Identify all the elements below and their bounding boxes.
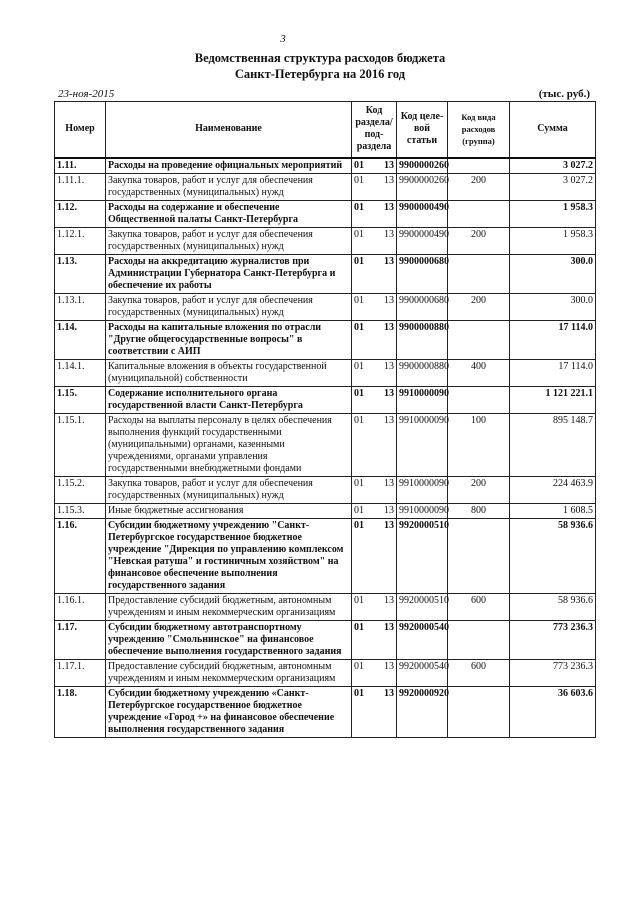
row-name: Содержание исполнительного органа государственной власти Санкт-Петербурга bbox=[106, 386, 352, 413]
row-article-code: 9910000090 bbox=[397, 386, 448, 413]
subsection-code: 13 bbox=[384, 360, 394, 372]
row-article-code: 9910000090 bbox=[397, 413, 448, 476]
row-name: Расходы на проведение официальных мероприятий bbox=[106, 158, 352, 174]
row-section-code bbox=[352, 659, 397, 686]
row-sum: 17 114.0 bbox=[510, 320, 596, 359]
row-number: 1.15.2. bbox=[55, 476, 106, 503]
table-row bbox=[55, 620, 596, 659]
row-number: 1.15. bbox=[55, 386, 106, 413]
row-expense-type bbox=[448, 254, 510, 293]
row-number: 1.15.1. bbox=[55, 413, 106, 476]
row-section-code bbox=[352, 227, 397, 254]
row-article-code: 9900000880 bbox=[397, 320, 448, 359]
row-sum: 36 603.6 bbox=[510, 686, 596, 737]
header-number: Номер bbox=[55, 102, 106, 158]
row-article-code: 9900000260 bbox=[397, 158, 448, 174]
row-expense-type bbox=[448, 620, 510, 659]
title-line-2: Санкт-Петербурга на 2016 год bbox=[234, 67, 406, 81]
row-expense-type bbox=[448, 386, 510, 413]
row-name: Предоставление субсидий бюджетным, автономным учреждениям и иным некоммерческим организациям bbox=[106, 659, 352, 686]
row-expense-type bbox=[448, 518, 510, 593]
row-section-code bbox=[352, 158, 397, 174]
row-section-code bbox=[352, 620, 397, 659]
row-sum: 3 027.2 bbox=[510, 158, 596, 174]
row-name: Расходы на аккредитацию журналистов при Администрации Губернатора Санкт-Петербурга и обеспечение их работы bbox=[106, 254, 352, 293]
section-code: 01 bbox=[354, 414, 364, 426]
table-row bbox=[55, 158, 596, 174]
row-expense-type: 200 bbox=[448, 476, 510, 503]
row-number: 1.12.1. bbox=[55, 227, 106, 254]
row-article-code: 9920000540 bbox=[397, 620, 448, 659]
section-code: 01 bbox=[354, 621, 364, 633]
row-name: Закупка товаров, работ и услуг для обеспечения государственных (муниципальных) нужд bbox=[106, 293, 352, 320]
subsection-code: 13 bbox=[384, 321, 394, 333]
row-section-code bbox=[352, 254, 397, 293]
row-article-code: 9900000490 bbox=[397, 227, 448, 254]
table-row bbox=[55, 254, 596, 293]
subsection-code: 13 bbox=[384, 477, 394, 489]
row-name: Субсидии бюджетному учреждению "Санкт-Петербургское государственное бюджетное учреждение "Дирекция по управлению комплексом "Невская ратуша" и гостиничным хозяйством" на финансовое обеспечение выполнения государственного задания bbox=[106, 518, 352, 593]
row-name: Субсидии бюджетному учреждению «Санкт-Петербургское государственное бюджетное учреждение «Город +» на финансовое обеспечение выполнения государственного задания bbox=[106, 686, 352, 737]
header-article: Код целе- вой статьи bbox=[397, 102, 448, 158]
row-number: 1.18. bbox=[55, 686, 106, 737]
row-article-code: 9900000680 bbox=[397, 254, 448, 293]
row-section-code bbox=[352, 593, 397, 620]
row-article-code: 9920000510 bbox=[397, 518, 448, 593]
subsection-code: 13 bbox=[384, 294, 394, 306]
row-sum: 895 148.7 bbox=[510, 413, 596, 476]
table-row bbox=[55, 413, 596, 476]
section-code: 01 bbox=[354, 594, 364, 606]
row-name: Расходы на капитальные вложения по отрасли "Другие общегосударственные вопросы" в соответствии с АИП bbox=[106, 320, 352, 359]
row-expense-type: 200 bbox=[448, 293, 510, 320]
row-article-code: 9910000090 bbox=[397, 476, 448, 503]
page-number: 3 bbox=[280, 33, 286, 45]
row-number: 1.11. bbox=[55, 158, 106, 174]
row-section-code bbox=[352, 503, 397, 518]
units-label: (тыс. руб.) bbox=[538, 88, 590, 100]
document-title bbox=[0, 50, 640, 82]
table-body bbox=[55, 158, 596, 738]
row-number: 1.16.1. bbox=[55, 593, 106, 620]
row-name: Закупка товаров, работ и услуг для обеспечения государственных (муниципальных) нужд bbox=[106, 476, 352, 503]
row-section-code bbox=[352, 359, 397, 386]
row-section-code bbox=[352, 686, 397, 737]
row-name: Расходы на выплаты персоналу в целях обеспечения выполнения функций государственными (муниципальными) органами, казенными учреждениями, органами управления государственными внебюджетными фондами bbox=[106, 413, 352, 476]
subsection-code: 13 bbox=[384, 201, 394, 213]
budget-table bbox=[54, 101, 596, 738]
table-row bbox=[55, 386, 596, 413]
section-code: 01 bbox=[354, 201, 364, 213]
row-name: Предоставление субсидий бюджетным, автономным учреждениям и иным некоммерческим организациям bbox=[106, 593, 352, 620]
row-expense-type: 800 bbox=[448, 503, 510, 518]
table-row bbox=[55, 503, 596, 518]
row-expense-type: 200 bbox=[448, 173, 510, 200]
table-row bbox=[55, 293, 596, 320]
row-section-code bbox=[352, 386, 397, 413]
row-expense-type bbox=[448, 200, 510, 227]
row-article-code: 9900000880 bbox=[397, 359, 448, 386]
row-name: Расходы на содержание и обеспечение Общественной палаты Санкт-Петербурга bbox=[106, 200, 352, 227]
section-code: 01 bbox=[354, 159, 364, 171]
subsection-code: 13 bbox=[384, 687, 394, 699]
subsection-code: 13 bbox=[384, 228, 394, 240]
row-section-code bbox=[352, 293, 397, 320]
subsection-code: 13 bbox=[384, 504, 394, 516]
section-code: 01 bbox=[354, 321, 364, 333]
row-sum: 1 608.5 bbox=[510, 503, 596, 518]
row-sum: 17 114.0 bbox=[510, 359, 596, 386]
row-name: Закупка товаров, работ и услуг для обеспечения государственных (муниципальных) нужд bbox=[106, 173, 352, 200]
row-sum: 773 236.3 bbox=[510, 620, 596, 659]
table-row bbox=[55, 476, 596, 503]
table-row bbox=[55, 359, 596, 386]
title-line-1: Ведомственная структура расходов бюджета bbox=[194, 51, 446, 65]
row-sum: 58 936.6 bbox=[510, 518, 596, 593]
row-article-code: 9920000510 bbox=[397, 593, 448, 620]
row-sum: 224 463.9 bbox=[510, 476, 596, 503]
row-expense-type bbox=[448, 686, 510, 737]
row-section-code bbox=[352, 476, 397, 503]
row-sum: 1 958.3 bbox=[510, 200, 596, 227]
row-expense-type: 400 bbox=[448, 359, 510, 386]
subsection-code: 13 bbox=[384, 255, 394, 267]
row-name: Капитальные вложения в объекты государственной (муниципальной) собственности bbox=[106, 359, 352, 386]
row-expense-type bbox=[448, 320, 510, 359]
row-sum: 773 236.3 bbox=[510, 659, 596, 686]
row-article-code: 9900000680 bbox=[397, 293, 448, 320]
header-section: Код раздела/ под- раздела bbox=[352, 102, 397, 158]
section-code: 01 bbox=[354, 504, 364, 516]
section-code: 01 bbox=[354, 477, 364, 489]
row-number: 1.11.1. bbox=[55, 173, 106, 200]
header-expense-type: Код вида расходов (группа) bbox=[448, 102, 510, 158]
row-number: 1.12. bbox=[55, 200, 106, 227]
section-code: 01 bbox=[354, 387, 364, 399]
table-row bbox=[55, 659, 596, 686]
row-section-code bbox=[352, 320, 397, 359]
section-code: 01 bbox=[354, 294, 364, 306]
row-expense-type: 100 bbox=[448, 413, 510, 476]
row-expense-type: 200 bbox=[448, 227, 510, 254]
subsection-code: 13 bbox=[384, 387, 394, 399]
row-sum: 300.0 bbox=[510, 293, 596, 320]
header-name: Наименование bbox=[106, 102, 352, 158]
row-sum: 3 027.2 bbox=[510, 173, 596, 200]
row-section-code bbox=[352, 518, 397, 593]
row-sum: 1 958.3 bbox=[510, 227, 596, 254]
table-row bbox=[55, 227, 596, 254]
section-code: 01 bbox=[354, 228, 364, 240]
row-name: Субсидии бюджетному автотранспортному учреждению "Смольнинское" на финансовое обеспечение выполнения государственного задания bbox=[106, 620, 352, 659]
subsection-code: 13 bbox=[384, 414, 394, 426]
header-sum: Сумма bbox=[510, 102, 596, 158]
row-number: 1.13. bbox=[55, 254, 106, 293]
row-section-code bbox=[352, 173, 397, 200]
table-row bbox=[55, 320, 596, 359]
subsection-code: 13 bbox=[384, 519, 394, 531]
table-row bbox=[55, 518, 596, 593]
row-number: 1.15.3. bbox=[55, 503, 106, 518]
table-header-row bbox=[55, 102, 596, 158]
table-row bbox=[55, 200, 596, 227]
row-name: Иные бюджетные ассигнования bbox=[106, 503, 352, 518]
subsection-code: 13 bbox=[384, 660, 394, 672]
subsection-code: 13 bbox=[384, 594, 394, 606]
row-number: 1.14.1. bbox=[55, 359, 106, 386]
row-article-code: 9900000490 bbox=[397, 200, 448, 227]
subsection-code: 13 bbox=[384, 621, 394, 633]
row-expense-type: 600 bbox=[448, 593, 510, 620]
row-number: 1.17.1. bbox=[55, 659, 106, 686]
subsection-code: 13 bbox=[384, 174, 394, 186]
row-number: 1.14. bbox=[55, 320, 106, 359]
section-code: 01 bbox=[354, 660, 364, 672]
row-sum: 1 121 221.1 bbox=[510, 386, 596, 413]
row-sum: 300.0 bbox=[510, 254, 596, 293]
row-article-code: 9920000540 bbox=[397, 659, 448, 686]
row-number: 1.16. bbox=[55, 518, 106, 593]
table-row bbox=[55, 686, 596, 737]
row-expense-type: 600 bbox=[448, 659, 510, 686]
section-code: 01 bbox=[354, 174, 364, 186]
section-code: 01 bbox=[354, 519, 364, 531]
table-row bbox=[55, 593, 596, 620]
section-code: 01 bbox=[354, 360, 364, 372]
row-article-code: 9900000260 bbox=[397, 173, 448, 200]
row-expense-type bbox=[448, 158, 510, 174]
document-date: 23-ноя-2015 bbox=[58, 88, 115, 100]
row-section-code bbox=[352, 413, 397, 476]
row-section-code bbox=[352, 200, 397, 227]
row-article-code: 9920000920 bbox=[397, 686, 448, 737]
row-name: Закупка товаров, работ и услуг для обеспечения государственных (муниципальных) нужд bbox=[106, 227, 352, 254]
section-code: 01 bbox=[354, 255, 364, 267]
section-code: 01 bbox=[354, 687, 364, 699]
row-sum: 58 936.6 bbox=[510, 593, 596, 620]
row-number: 1.17. bbox=[55, 620, 106, 659]
row-number: 1.13.1. bbox=[55, 293, 106, 320]
subsection-code: 13 bbox=[384, 159, 394, 171]
row-article-code: 9910000090 bbox=[397, 503, 448, 518]
table-row bbox=[55, 173, 596, 200]
